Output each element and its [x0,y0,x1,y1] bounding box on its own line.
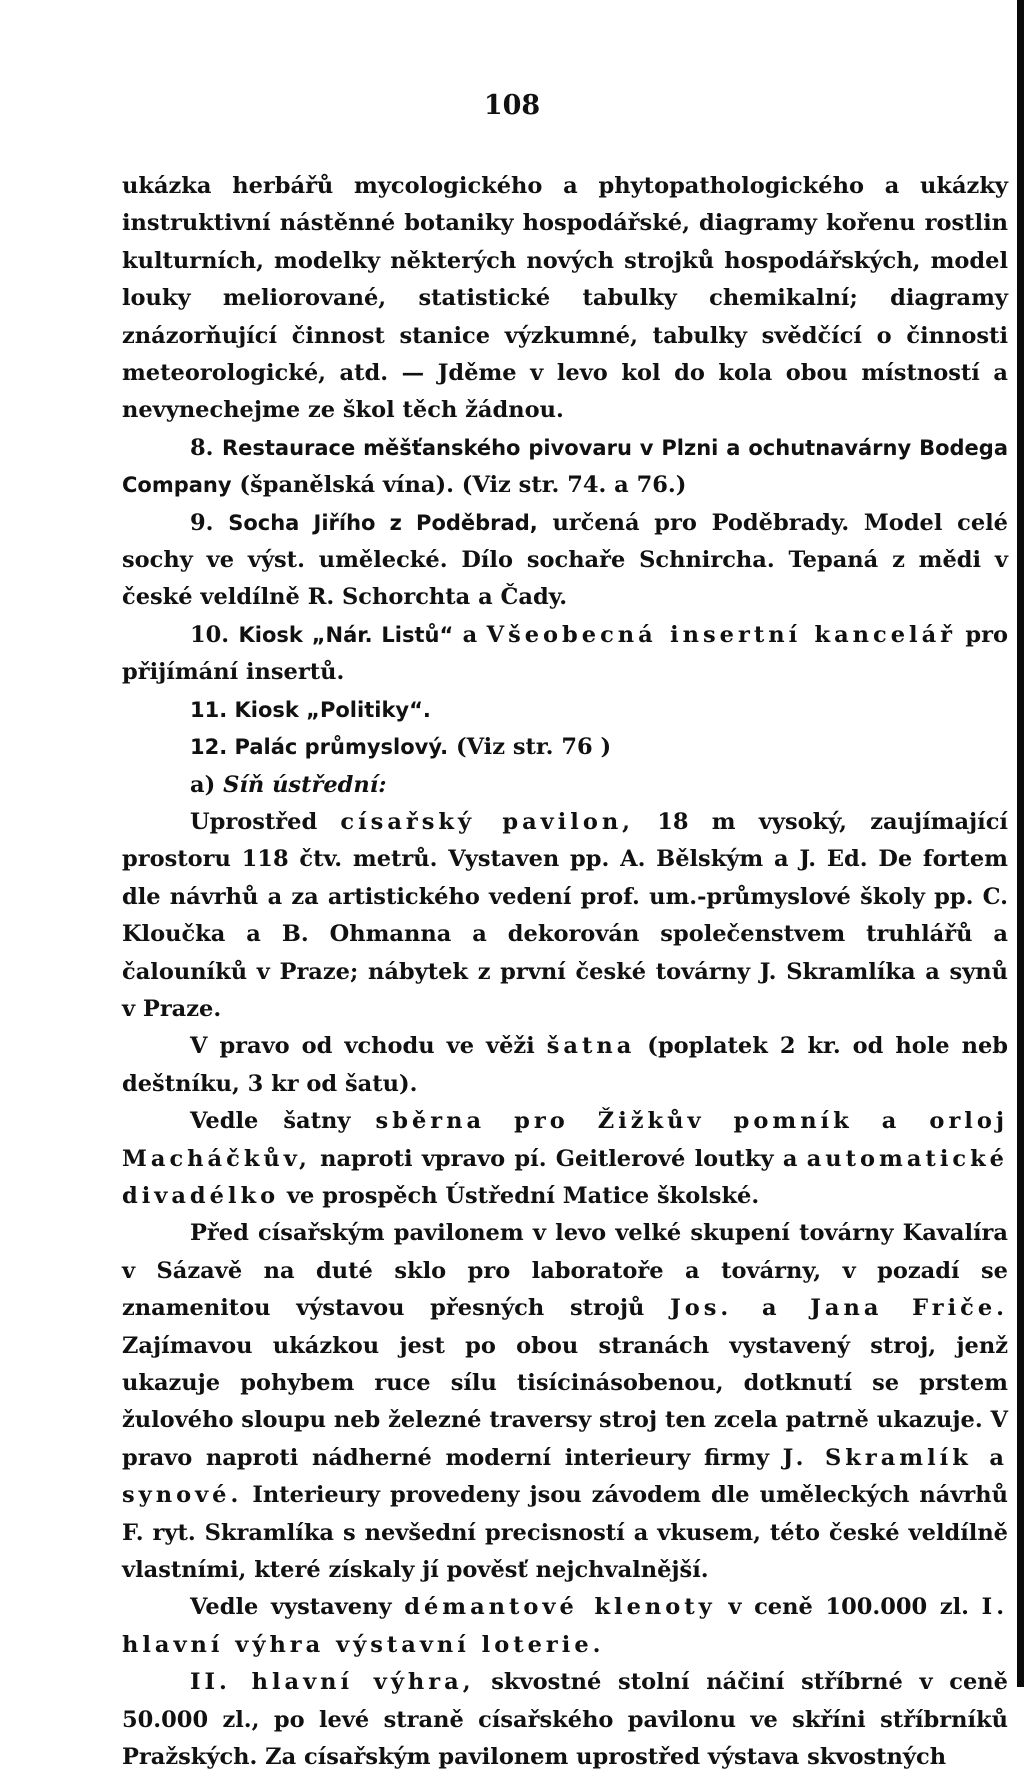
kiosk-listy-details: pro přijímání insertů. [122,621,1008,686]
fric-name: Jos. a Jana Friče. [670,1295,1008,1322]
puppet-theatre-details: ve prospěch Ústřední Matice školské. [286,1182,760,1209]
palace-title: 12. Palác průmyslový. [190,735,449,760]
kiosk-listy-title: Kiosk „Nár. Listů“ [238,622,454,647]
kavalir-text: Před císařským pavilonem v levo velké skupení továrny Kavalíra v Sázavě na duté sklo pro laboratoře a továrny, v pozadí se znamenitou výstavou přesných strojů [122,1220,1008,1322]
restaurant-title: Restaurace měšťanského pivovaru v Plzni a ochutnavárny Bodega Company [122,435,1009,498]
collection-lead: Vedle šatny [190,1108,351,1135]
palace-reference: (Viz str. 76 ) [455,734,612,761]
restaurant-details: (španělská vína). (Viz str. 74. a 76.) [239,472,687,499]
statue-details: určená pro Poděbrady. Model celé sochy ve výst. umělecké. Dílo sochaře Schnircha. Tepaná z mědi v české veldílně R. Schorchta a Čady. [122,509,1008,611]
page-edge-strip [1017,0,1024,1687]
paragraph-palace [122,729,1008,766]
paragraph-jewels [122,1589,1008,1664]
jewels-lead: Vedle vystaveny [190,1594,392,1621]
paragraph-herbarium [122,168,1008,430]
jewels-price: v ceně 100.000 zl. [728,1594,970,1621]
paragraph-kavalir [122,1215,1008,1589]
puppet-theatre-title: automatické divadélko [122,1145,1008,1209]
paragraph-statue [122,505,1008,617]
cloakroom-lead: V pravo od vchodu ve věži [190,1033,535,1060]
paragraph-herbarium-text: ukázka herbářů mycologického a phytopathologického a ukázky instruktivní nástěnné botaniky hospodářské, diagramy kořenu rostlin kulturních, modelky některých nových strojků hospodářských, model louky meliorované, statistické tabulky chemikalní; diagramy znázorňující činnost stanice výzkumné, tabulky svědčící o činnosti meteorologické, atd. — Jděme v levo kol do kola obou místností a nevynechejme ze škol těch žádnou. [122,173,1008,424]
central-hall-marker: a) [190,771,216,798]
interiors-text: Interieury provedeny jsou závodem dle uměleckých návrhů F. ryt. Skramlíka s nevšední precisností a vkusem, této české veldílně vlastními, které získaly jí pověsť nejchvalnější. [122,1482,1008,1584]
pavilion-details: 18 m vysoký, zaujímající prostoru 118 čtv. metrů. Vystaven pp. A. Bělským a J. Ed. De fortem dle návrhů a za artistického vedení prof. um.-průmyslové školy pp. C. Kloučka a B. Ohmanna a dekorován společenstvem truhlářů a čalouníků v Praze; nábytek z první české továrny J. Skramlíka a synů v Praze. [122,808,1008,1022]
paragraph-central-hall [122,767,1008,804]
body-text [122,168,1008,1776]
page-number: 108 [483,90,541,121]
collection-details: naproti vpravo pí. Geitlerové loutky a [320,1145,798,1172]
cloakroom-title: šatna [546,1033,636,1060]
machine-text: Zajímavou ukázkou jest po obou stranách vystavený stroj, jenž ukazuje pohybem ruce sílu tisícinásobenou, dotknutí se prstem žulového sloupu neb železné traversy stroj ten zcela patrně ukazuje. V pravo naproti nádherné moderní interieury firmy [122,1332,1008,1471]
paragraph-pavilion [122,804,1008,1028]
second-prize-details: skvostné stolní náčiní stříbrné v ceně 50.000 zl., po levé straně císařského pavilonu ve skříni stříbrníků Pražských. Za císařským pavilonem uprostřed výstava skvostných [122,1669,1008,1771]
lottery-first-prize: I. hlavní výhra výstavní loterie. [122,1594,1009,1658]
central-hall-title: Síň ústřední: [223,771,387,798]
paragraph-cloakroom [122,1028,1008,1103]
paragraph-kiosk-politiky [122,692,1008,729]
kiosk-listy-office: Všeobecná insertní kancelář [486,621,957,648]
kiosk-politiky-title: 11. Kiosk „Politiky“. [190,697,431,722]
paragraph-kiosk-listy [122,617,1008,692]
pavilion-title: císařský pavilon, [340,808,635,835]
item-number-8: 8. [190,434,214,461]
paragraph-collection [122,1103,1008,1215]
jewels-title: démantové klenoty [404,1594,716,1621]
skramlik-name: J. Skramlík a synové. [122,1444,1008,1509]
cloakroom-details: (poplatek 2 kr. od hole neb deštníku, 3 kr od šatu). [122,1033,1009,1097]
lottery-second-prize: II. hlavní výhra, [190,1669,475,1696]
paragraph-restaurant [122,430,1008,505]
item-number-10: 10. [190,621,230,648]
item-number-9: 9. [190,509,214,536]
kiosk-listy-conjunction: a [462,621,478,648]
paragraph-second-prize [122,1664,1008,1776]
statue-title: Socha Jiřího z Poděbrad, [228,510,538,535]
collection-title: sběrna pro Žižkův pomník a orloj Macháčkův, [122,1108,1008,1172]
pavilion-lead: Uprostřed [190,808,318,835]
